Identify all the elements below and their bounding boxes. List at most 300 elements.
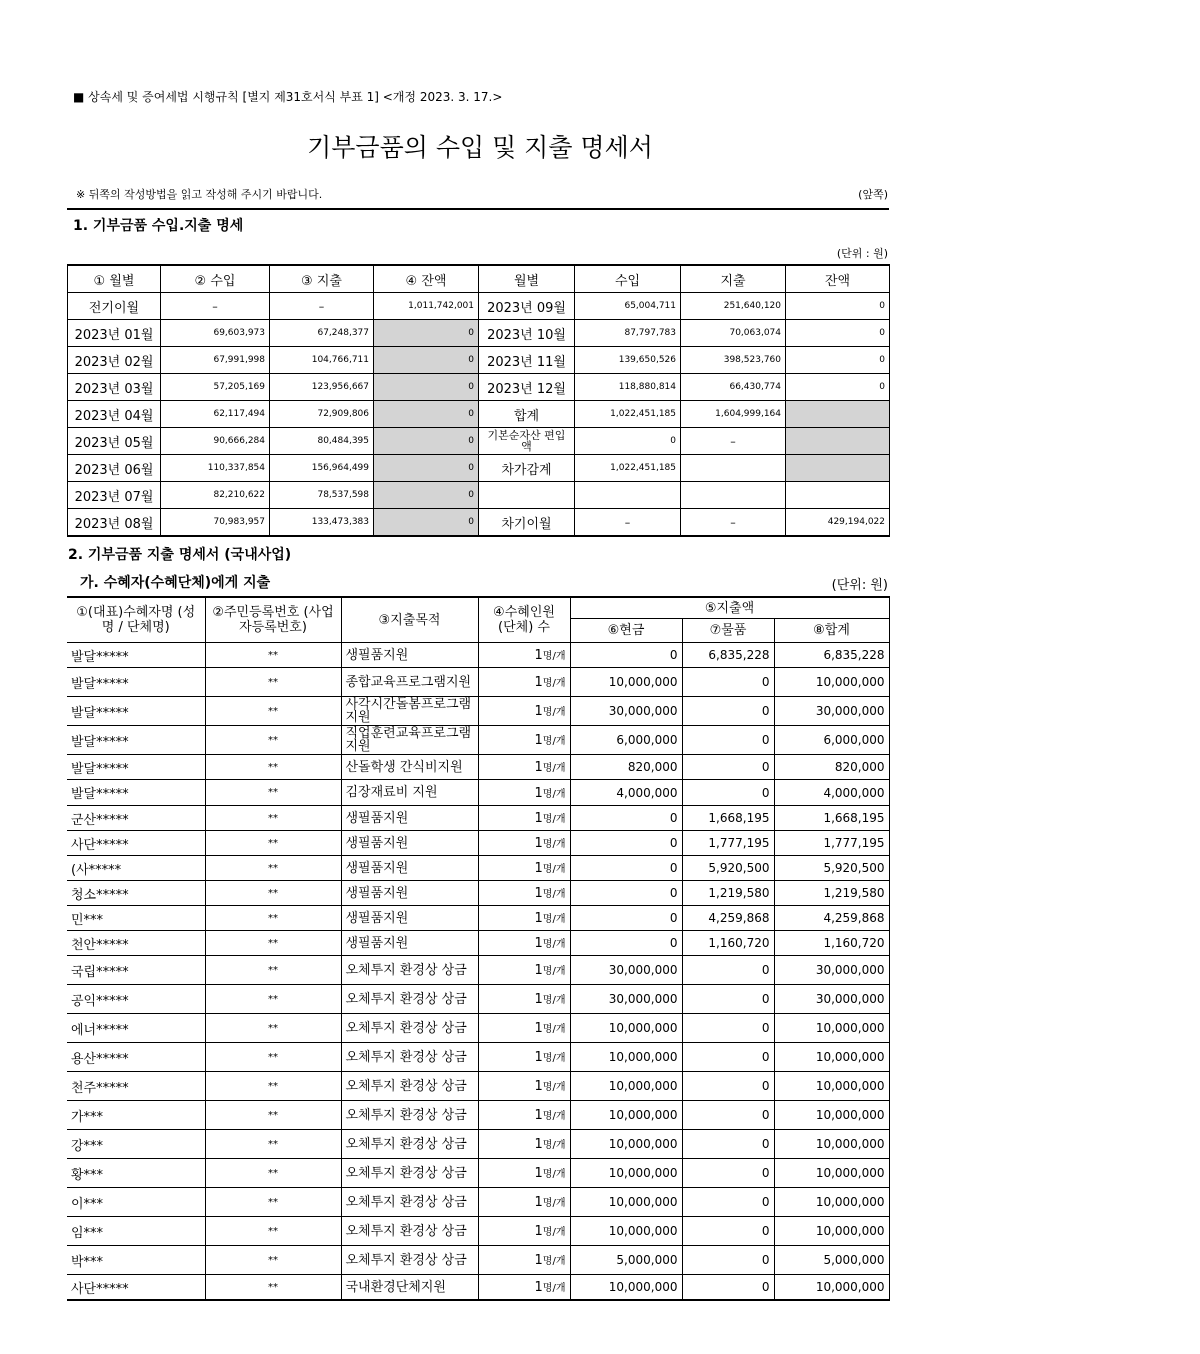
recipient-count: [478, 780, 570, 806]
beneficiary-name: 발달*****: [67, 643, 205, 668]
table-cell: 전기이월: [68, 293, 161, 320]
column-header-cash: ⑥현금: [570, 619, 682, 643]
table-cell: 87,797,783: [575, 320, 681, 347]
total-amount: 10,000,000: [774, 1275, 889, 1301]
recipient-count: [478, 1246, 570, 1275]
table-cell: 0: [374, 509, 479, 537]
beneficiary-expense-table: [67, 596, 890, 1301]
expense-purpose: 생필품지원: [341, 881, 478, 906]
column-header-expense-amount: ⑤지출액: [570, 597, 889, 619]
recipient-count-value: 1: [534, 963, 543, 978]
table-cell: 0: [575, 428, 681, 455]
registration-number: **: [205, 668, 341, 697]
cash-amount: 0: [570, 806, 682, 831]
cash-amount: 0: [570, 931, 682, 956]
recipient-count-unit: 명/개: [542, 736, 566, 747]
expense-purpose: 종합교육프로그램지원: [341, 668, 478, 697]
table-cell: 398,523,760: [681, 347, 786, 374]
table-row: [67, 881, 889, 906]
goods-amount: 4,259,868: [682, 906, 774, 931]
registration-number: **: [205, 697, 341, 726]
total-amount: 1,777,195: [774, 831, 889, 856]
total-amount: 30,000,000: [774, 956, 889, 985]
recipient-count: [478, 755, 570, 780]
column-header-goods: ⑦물품: [682, 619, 774, 643]
table-cell: 70,983,957: [161, 509, 270, 537]
recipient-count-unit: 명/개: [542, 788, 566, 800]
column-header: ② 수입: [161, 265, 270, 293]
table-row: [67, 643, 889, 668]
registration-number: **: [205, 755, 341, 780]
table-cell: 0: [786, 320, 890, 347]
column-header: ③ 지출: [270, 265, 374, 293]
table-cell: 72,909,806: [270, 401, 374, 428]
cash-amount: 10,000,000: [570, 668, 682, 697]
beneficiary-name: 발달*****: [67, 668, 205, 697]
recipient-count: [478, 1188, 570, 1217]
recipient-count-unit: 명/개: [542, 1111, 566, 1122]
total-amount: 5,000,000: [774, 1246, 889, 1275]
total-amount: 10,000,000: [774, 1217, 889, 1246]
recipient-count-value: 1: [534, 1108, 543, 1123]
recipient-count: [478, 1130, 570, 1159]
recipient-count-value: 1: [534, 992, 543, 1007]
cash-amount: 0: [570, 856, 682, 881]
expense-purpose: 오체투지 환경상 상금: [341, 956, 478, 985]
beneficiary-name: 용산*****: [67, 1043, 205, 1072]
expense-purpose: 직업훈련교육프로그램지원: [341, 726, 478, 755]
recipient-count-value: 1: [534, 648, 543, 663]
table-cell: 2023년 01월: [68, 320, 161, 347]
total-amount: 4,000,000: [774, 780, 889, 806]
table-cell: [786, 455, 890, 482]
beneficiary-name: 발달*****: [67, 726, 205, 755]
goods-amount: 0: [682, 1188, 774, 1217]
column-header-recipient-count: ④수혜인원 (단체) 수: [478, 597, 570, 643]
cash-amount: 5,000,000: [570, 1246, 682, 1275]
recipient-count-unit: 명/개: [542, 1198, 566, 1209]
page-side-label: (앞쪽): [858, 188, 888, 201]
column-header-purpose: ③지출목적: [341, 597, 478, 643]
goods-amount: 0: [682, 726, 774, 755]
recipient-count: [478, 1043, 570, 1072]
table-row: [67, 1130, 889, 1159]
table-row: [68, 401, 890, 428]
table-row: [67, 1188, 889, 1217]
table-row: [67, 1246, 889, 1275]
instruction-notice: ※ 뒤쪽의 작성방법을 읽고 작성해 주시기 바랍니다.: [76, 188, 323, 201]
total-amount: 820,000: [774, 755, 889, 780]
table-row: [67, 1101, 889, 1130]
table-cell: 2023년 04월: [68, 401, 161, 428]
expense-purpose: 산돌학생 간식비지원: [341, 755, 478, 780]
table-cell: 90,666,284: [161, 428, 270, 455]
table-cell: [786, 482, 890, 509]
table-row: [67, 985, 889, 1014]
registration-number: **: [205, 1043, 341, 1072]
table-cell: 0: [374, 374, 479, 401]
recipient-count-value: 1: [534, 1253, 543, 1268]
table-cell: 2023년 07월: [68, 482, 161, 509]
expense-purpose: 국내환경단체지원: [341, 1275, 478, 1301]
registration-number: **: [205, 1159, 341, 1188]
recipient-count: [478, 697, 570, 726]
beneficiary-name: (사*****: [67, 856, 205, 881]
total-amount: 10,000,000: [774, 1101, 889, 1130]
table-cell: 67,248,377: [270, 320, 374, 347]
recipient-count-value: 1: [534, 1021, 543, 1036]
cash-amount: 4,000,000: [570, 780, 682, 806]
registration-number: **: [205, 1130, 341, 1159]
registration-number: **: [205, 726, 341, 755]
goods-amount: 1,219,580: [682, 881, 774, 906]
column-header: ① 월별: [68, 265, 161, 293]
expense-purpose: 생필품지원: [341, 831, 478, 856]
table-cell: 118,880,814: [575, 374, 681, 401]
table-cell: 82,210,622: [161, 482, 270, 509]
expense-purpose: 오체투지 환경상 상금: [341, 1130, 478, 1159]
table-cell: 0: [786, 374, 890, 401]
table-row: [67, 780, 889, 806]
table-cell: 0: [374, 320, 479, 347]
recipient-count-value: 1: [534, 936, 543, 951]
recipient-count-value: 1: [534, 1079, 543, 1094]
goods-amount: 0: [682, 780, 774, 806]
table-cell: 기본순자산 편입액: [479, 428, 575, 455]
cash-amount: 0: [570, 643, 682, 668]
goods-amount: 0: [682, 1101, 774, 1130]
table-cell: 80,484,395: [270, 428, 374, 455]
recipient-count: [478, 881, 570, 906]
table-cell: 합계: [479, 401, 575, 428]
section2-title: 2. 기부금품 지출 명세서 (국내사업): [68, 547, 292, 563]
expense-purpose: 생필품지원: [341, 931, 478, 956]
beneficiary-name: 강***: [67, 1130, 205, 1159]
beneficiary-name: 발달*****: [67, 697, 205, 726]
expense-purpose: 오체투지 환경상 상금: [341, 1217, 478, 1246]
table-row: [68, 293, 890, 320]
cash-amount: 10,000,000: [570, 1159, 682, 1188]
table-cell: [575, 482, 681, 509]
table-cell: 0: [374, 347, 479, 374]
expense-purpose: 오체투지 환경상 상금: [341, 985, 478, 1014]
table-cell: 0: [786, 293, 890, 320]
recipient-count: [478, 1159, 570, 1188]
total-amount: 10,000,000: [774, 1188, 889, 1217]
recipient-count: [478, 956, 570, 985]
cash-amount: 820,000: [570, 755, 682, 780]
table-cell: 62,117,494: [161, 401, 270, 428]
goods-amount: 6,835,228: [682, 643, 774, 668]
beneficiary-name: 천안*****: [67, 931, 205, 956]
recipient-count-value: 1: [534, 911, 543, 926]
recipient-count: [478, 1014, 570, 1043]
cash-amount: 0: [570, 906, 682, 931]
registration-number: **: [205, 643, 341, 668]
cash-amount: 10,000,000: [570, 1043, 682, 1072]
expense-purpose: 김장재료비 지원: [341, 780, 478, 806]
column-header-beneficiary: ①(대표)수혜자명 (성명 / 단체명): [67, 597, 205, 643]
table-cell: 차기이월: [479, 509, 575, 537]
total-amount: 6,000,000: [774, 726, 889, 755]
cash-amount: 30,000,000: [570, 985, 682, 1014]
expense-purpose: 오체투지 환경상 상금: [341, 1072, 478, 1101]
cash-amount: 10,000,000: [570, 1014, 682, 1043]
registration-number: **: [205, 956, 341, 985]
table-row: [67, 1072, 889, 1101]
goods-amount: 0: [682, 1246, 774, 1275]
beneficiary-name: 천주*****: [67, 1072, 205, 1101]
cash-amount: 10,000,000: [570, 1217, 682, 1246]
recipient-count-unit: 명/개: [542, 966, 566, 977]
beneficiary-name: 황***: [67, 1159, 205, 1188]
recipient-count: [478, 643, 570, 668]
beneficiary-name: 청소*****: [67, 881, 205, 906]
expense-purpose: 오체투지 환경상 상금: [341, 1014, 478, 1043]
column-header: 잔액: [786, 265, 890, 293]
goods-amount: 0: [682, 956, 774, 985]
table-row: [68, 482, 890, 509]
goods-amount: 0: [682, 1043, 774, 1072]
total-amount: 10,000,000: [774, 1014, 889, 1043]
table-row: [67, 726, 889, 755]
expense-purpose: 생필품지원: [341, 806, 478, 831]
registration-number: **: [205, 931, 341, 956]
registration-number: **: [205, 806, 341, 831]
table-row: [68, 320, 890, 347]
goods-amount: 1,668,195: [682, 806, 774, 831]
cash-amount: 6,000,000: [570, 726, 682, 755]
expense-purpose: 생필품지원: [341, 856, 478, 881]
table-cell: 0: [786, 347, 890, 374]
beneficiary-name: 임***: [67, 1217, 205, 1246]
table-cell: 251,640,120: [681, 293, 786, 320]
table-cell: 2023년 06월: [68, 455, 161, 482]
registration-number: **: [205, 1275, 341, 1301]
cash-amount: 10,000,000: [570, 1101, 682, 1130]
table-cell: 0: [374, 482, 479, 509]
goods-amount: 0: [682, 1072, 774, 1101]
registration-number: **: [205, 1217, 341, 1246]
table-cell: 0: [374, 428, 479, 455]
table-row: [67, 806, 889, 831]
registration-number: **: [205, 856, 341, 881]
table-cell: 104,766,711: [270, 347, 374, 374]
table-row: [67, 1217, 889, 1246]
recipient-count: [478, 985, 570, 1014]
recipient-count-unit: 명/개: [542, 939, 566, 950]
table-header-row: [67, 597, 889, 619]
total-amount: 1,668,195: [774, 806, 889, 831]
recipient-count-unit: 명/개: [542, 651, 566, 662]
table-row: [67, 856, 889, 881]
expense-purpose: 생필품지원: [341, 906, 478, 931]
table-cell: [786, 428, 890, 455]
table-cell: 78,537,598: [270, 482, 374, 509]
cash-amount: 10,000,000: [570, 1188, 682, 1217]
recipient-count-value: 1: [534, 1195, 543, 1210]
goods-amount: 0: [682, 985, 774, 1014]
recipient-count-unit: 명/개: [542, 889, 566, 900]
table-cell: 2023년 08월: [68, 509, 161, 537]
recipient-count-value: 1: [534, 1137, 543, 1152]
cash-amount: 30,000,000: [570, 697, 682, 726]
table-cell: 123,956,667: [270, 374, 374, 401]
table-row: [67, 755, 889, 780]
beneficiary-name: 민***: [67, 906, 205, 931]
goods-amount: 0: [682, 755, 774, 780]
section1-title: 1. 기부금품 수입.지출 명세: [73, 218, 244, 234]
recipient-count-unit: 명/개: [542, 1169, 566, 1180]
table-cell: 156,964,499: [270, 455, 374, 482]
table-cell: 429,194,022: [786, 509, 890, 537]
recipient-count: [478, 726, 570, 755]
table-cell: –: [270, 293, 374, 320]
recipient-count: [478, 931, 570, 956]
table-cell: 66,430,774: [681, 374, 786, 401]
recipient-count-value: 1: [534, 1224, 543, 1239]
recipient-count-unit: 명/개: [542, 678, 566, 689]
table-cell: 1,604,999,164: [681, 401, 786, 428]
beneficiary-name: 발달*****: [67, 755, 205, 780]
table-cell: –: [575, 509, 681, 537]
table-cell: 65,004,711: [575, 293, 681, 320]
goods-amount: 1,777,195: [682, 831, 774, 856]
recipient-count: [478, 1101, 570, 1130]
total-amount: 10,000,000: [774, 668, 889, 697]
table-cell: 2023년 10월: [479, 320, 575, 347]
table-cell: –: [681, 428, 786, 455]
recipient-count: [478, 831, 570, 856]
recipient-count-value: 1: [534, 704, 543, 719]
recipient-count: [478, 1275, 570, 1301]
table-cell: 67,991,998: [161, 347, 270, 374]
recipient-count-unit: 명/개: [542, 1283, 566, 1294]
beneficiary-name: 이***: [67, 1188, 205, 1217]
table-cell: 139,650,526: [575, 347, 681, 374]
recipient-count-value: 1: [534, 1166, 543, 1181]
cash-amount: 10,000,000: [570, 1130, 682, 1159]
total-amount: 6,835,228: [774, 643, 889, 668]
table-cell: 57,205,169: [161, 374, 270, 401]
total-amount: 30,000,000: [774, 985, 889, 1014]
table-cell: 2023년 09월: [479, 293, 575, 320]
recipient-count-value: 1: [534, 836, 543, 851]
table-header-row: [68, 265, 890, 293]
recipient-count-unit: 명/개: [542, 814, 566, 825]
form-reference: ■ 상속세 및 증여세법 시행규칙 [별지 제31호서식 부표 1] <개정 2023. 3. 17.>: [73, 90, 503, 104]
expense-purpose: 오체투지 환경상 상금: [341, 1188, 478, 1217]
beneficiary-name: 가***: [67, 1101, 205, 1130]
goods-amount: 0: [682, 697, 774, 726]
table-row: [67, 931, 889, 956]
registration-number: **: [205, 985, 341, 1014]
column-header: 수입: [575, 265, 681, 293]
expense-purpose: 오체투지 환경상 상금: [341, 1101, 478, 1130]
beneficiary-name: 사단*****: [67, 1275, 205, 1301]
table-cell: [681, 455, 786, 482]
table-row: [67, 1159, 889, 1188]
table-cell: 2023년 11월: [479, 347, 575, 374]
recipient-count-unit: 명/개: [542, 1053, 566, 1064]
total-amount: 4,259,868: [774, 906, 889, 931]
table-cell: 2023년 03월: [68, 374, 161, 401]
recipient-count-value: 1: [534, 811, 543, 826]
table-row: [68, 509, 890, 537]
column-header: 지출: [681, 265, 786, 293]
recipient-count-value: 1: [534, 675, 543, 690]
goods-amount: 1,160,720: [682, 931, 774, 956]
total-amount: 30,000,000: [774, 697, 889, 726]
column-header: 월별: [479, 265, 575, 293]
registration-number: **: [205, 1014, 341, 1043]
cash-amount: 30,000,000: [570, 956, 682, 985]
recipient-count-value: 1: [534, 861, 543, 876]
recipient-count-value: 1: [534, 785, 543, 801]
goods-amount: 0: [682, 668, 774, 697]
table-cell: –: [681, 509, 786, 537]
expense-purpose: 오체투지 환경상 상금: [341, 1246, 478, 1275]
goods-amount: 0: [682, 1217, 774, 1246]
table-row: [67, 668, 889, 697]
recipient-count-unit: 명/개: [542, 1024, 566, 1035]
registration-number: **: [205, 831, 341, 856]
beneficiary-name: 에너*****: [67, 1014, 205, 1043]
recipient-count-unit: 명/개: [542, 1140, 566, 1151]
table-cell: 133,473,383: [270, 509, 374, 537]
table-row: [67, 1043, 889, 1072]
column-header-registration-number: ②주민등록번호 (사업자등록번호): [205, 597, 341, 643]
recipient-count-value: 1: [534, 886, 543, 901]
table-cell: –: [161, 293, 270, 320]
registration-number: **: [205, 1246, 341, 1275]
cash-amount: 0: [570, 881, 682, 906]
expense-purpose: 사각시간돌봄프로그램지원: [341, 697, 478, 726]
recipient-count-unit: 명/개: [542, 707, 566, 718]
recipient-count-unit: 명/개: [542, 914, 566, 925]
registration-number: **: [205, 881, 341, 906]
table-row: [67, 1275, 889, 1301]
beneficiary-name: 공익*****: [67, 985, 205, 1014]
monthly-income-expense-table: [67, 264, 890, 537]
recipient-count-value: 1: [534, 733, 543, 748]
table-cell: 69,603,973: [161, 320, 270, 347]
recipient-count: [478, 806, 570, 831]
goods-amount: 0: [682, 1275, 774, 1301]
table-row: [68, 347, 890, 374]
recipient-count-unit: 명/개: [542, 1256, 566, 1267]
table-row: [67, 1014, 889, 1043]
registration-number: **: [205, 1101, 341, 1130]
expense-purpose: 생필품지원: [341, 643, 478, 668]
table-row: [67, 697, 889, 726]
recipient-count-unit: 명/개: [542, 763, 566, 774]
beneficiary-name: 국립*****: [67, 956, 205, 985]
recipient-count-unit: 명/개: [542, 839, 566, 850]
column-header-total: ⑧합계: [774, 619, 889, 643]
recipient-count: [478, 1217, 570, 1246]
total-amount: 1,160,720: [774, 931, 889, 956]
document-title: 기부금품의 수입 및 지출 명세서: [307, 133, 653, 162]
table-cell: 1,022,451,185: [575, 455, 681, 482]
section2-subtitle: 가. 수혜자(수혜단체)에게 지출: [80, 575, 271, 591]
registration-number: **: [205, 1072, 341, 1101]
beneficiary-name: 군산*****: [67, 806, 205, 831]
column-header: ④ 잔액: [374, 265, 479, 293]
total-amount: 5,920,500: [774, 856, 889, 881]
table-cell: 2023년 02월: [68, 347, 161, 374]
table-row: [68, 428, 890, 455]
